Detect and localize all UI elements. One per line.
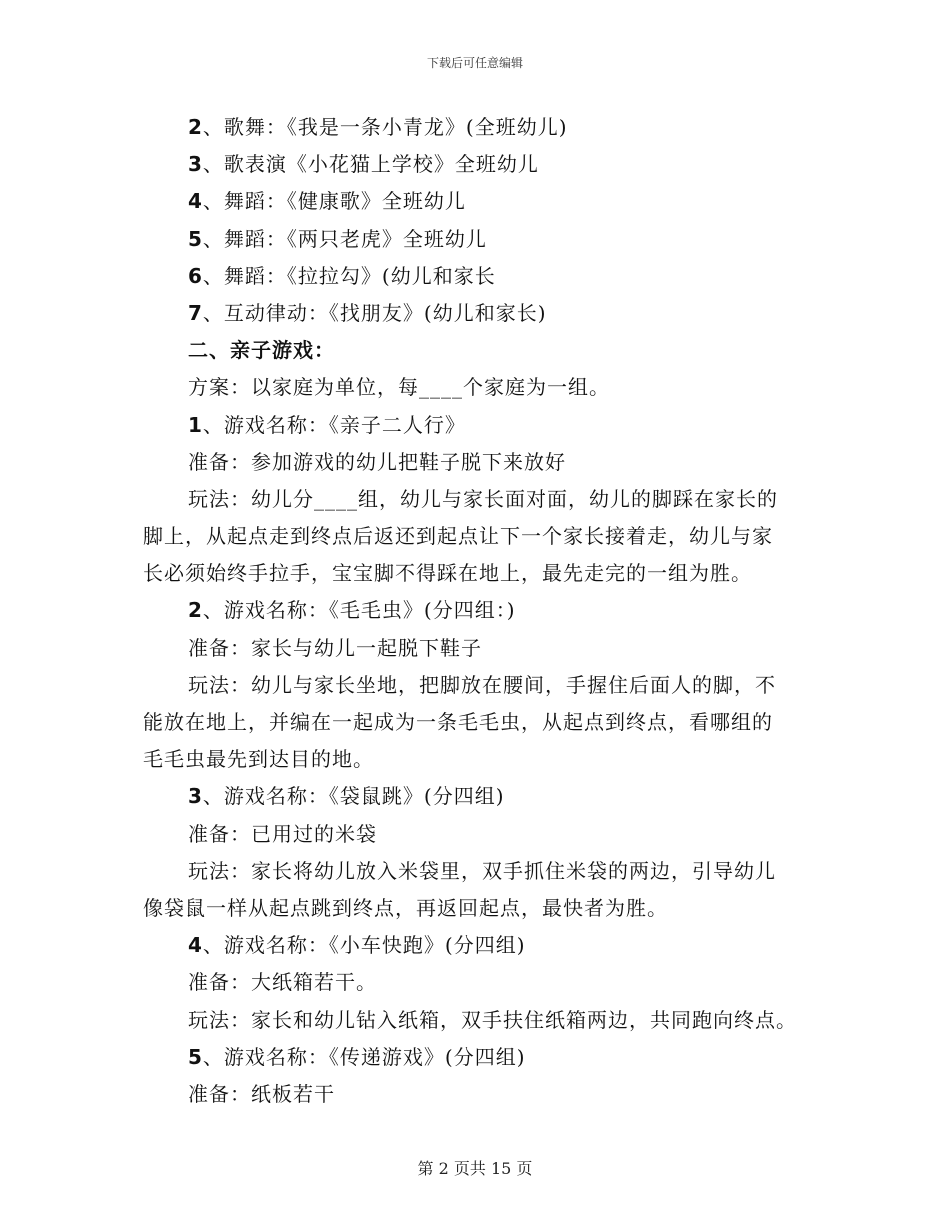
text-line (143, 481, 818, 518)
line-text: 方案：以家庭为单位，每____个家庭为一组。 (188, 375, 610, 400)
line-text: 能放在地上，并编在一起成为一条毛毛虫，从起点到终点，看哪组的 (143, 710, 773, 734)
line-text: 、游戏名称：《袋鼠跳》(分四组) (202, 784, 505, 809)
line-text: 脚上，从起点走到终点后返还到起点让下一个家长接着走，幼儿与家 (143, 524, 773, 549)
text-line (143, 109, 818, 146)
line-text: 长必须始终手拉手，宝宝脚不得踩在地上，最先走完的一组为胜。 (143, 561, 752, 586)
line-text: 、舞蹈：《健康歌》全班幼儿 (202, 189, 466, 214)
text-line (143, 630, 818, 667)
line-text: 准备：已用过的米袋 (188, 821, 377, 846)
text-line (143, 592, 818, 629)
text-line (143, 369, 818, 406)
line-text: 、游戏名称：《传递游戏》(分四组) (202, 1044, 526, 1069)
text-line (143, 816, 818, 853)
item-number: 7 (188, 300, 203, 325)
line-text: 、歌舞：《我是一条小青龙》(全班幼儿) (202, 115, 568, 139)
item-number: 1 (188, 412, 203, 437)
line-text: 、游戏名称：《小车快跑》(分四组) (202, 933, 526, 958)
text-line (143, 295, 818, 332)
document-body (143, 109, 818, 1113)
line-text: 准备：纸板若干 (188, 1081, 335, 1106)
item-number: 4 (188, 189, 203, 214)
item-number: 3 (188, 784, 203, 809)
line-text: 玩法：家长将幼儿放入米袋里，双手抓住米袋的两边，引导幼儿 (188, 858, 776, 883)
line-text: 准备：大纸箱若干。 (188, 970, 377, 995)
line-text: 像袋鼠一样从起点跳到终点，再返回起点，最快者为胜。 (143, 895, 668, 920)
line-text: 玩法：家长和幼儿钻入纸箱，双手扶住纸箱两边，共同跑向终点。 (188, 1007, 797, 1032)
text-line (143, 258, 818, 295)
line-text: 、舞蹈：《拉拉勾》(幼儿和家长 (202, 263, 496, 288)
text-line (143, 183, 818, 220)
text-line (143, 1076, 818, 1113)
text-line (143, 1002, 818, 1039)
item-number: 5 (188, 226, 203, 251)
text-line (143, 778, 818, 815)
text-line (143, 890, 818, 927)
item-number: 4 (188, 933, 203, 958)
page-header: 下载后可任意编辑 (426, 56, 523, 70)
text-line (143, 221, 818, 258)
item-number: 2 (188, 115, 203, 139)
section-heading (143, 332, 818, 369)
item-number: 2 (188, 598, 203, 623)
page-footer: 第 2 页共 15 页 (417, 1159, 533, 1178)
line-text: 准备：家长与幼儿一起脱下鞋子 (188, 635, 482, 660)
line-text: 、游戏名称：《毛毛虫》(分四组：) (202, 598, 516, 623)
line-text: 二、亲子游戏： (188, 338, 335, 363)
text-line (143, 146, 818, 183)
text-line (143, 518, 818, 555)
line-text: 、游戏名称：《亲子二人行》 (202, 412, 466, 437)
text-line (143, 853, 818, 890)
line-text: 准备：参加游戏的幼儿把鞋子脱下来放好 (188, 449, 566, 474)
line-text: 、舞蹈：《两只老虎》全班幼儿 (202, 226, 487, 251)
text-line (143, 555, 818, 592)
item-number: 3 (188, 152, 203, 177)
item-number: 6 (188, 263, 203, 288)
text-line (143, 444, 818, 481)
text-line (143, 964, 818, 1001)
text-line (143, 407, 818, 444)
text-line (143, 667, 818, 704)
line-text: 玩法：幼儿与家长坐地，把脚放在腰间，手握住后面人的脚，不 (188, 672, 776, 697)
line-text: 玩法：幼儿分____组，幼儿与家长面对面，幼儿的脚踩在家长的 (188, 486, 778, 511)
text-line (143, 1039, 818, 1076)
text-line (143, 927, 818, 964)
line-text: 、歌表演《小花猫上学校》全班幼儿 (202, 152, 539, 177)
line-text: 、互动律动：《找朋友》(幼儿和家长) (202, 300, 547, 325)
item-number: 5 (188, 1044, 203, 1069)
text-line (143, 741, 818, 778)
text-line (143, 704, 818, 741)
line-text: 毛毛虫最先到达目的地。 (143, 747, 374, 772)
